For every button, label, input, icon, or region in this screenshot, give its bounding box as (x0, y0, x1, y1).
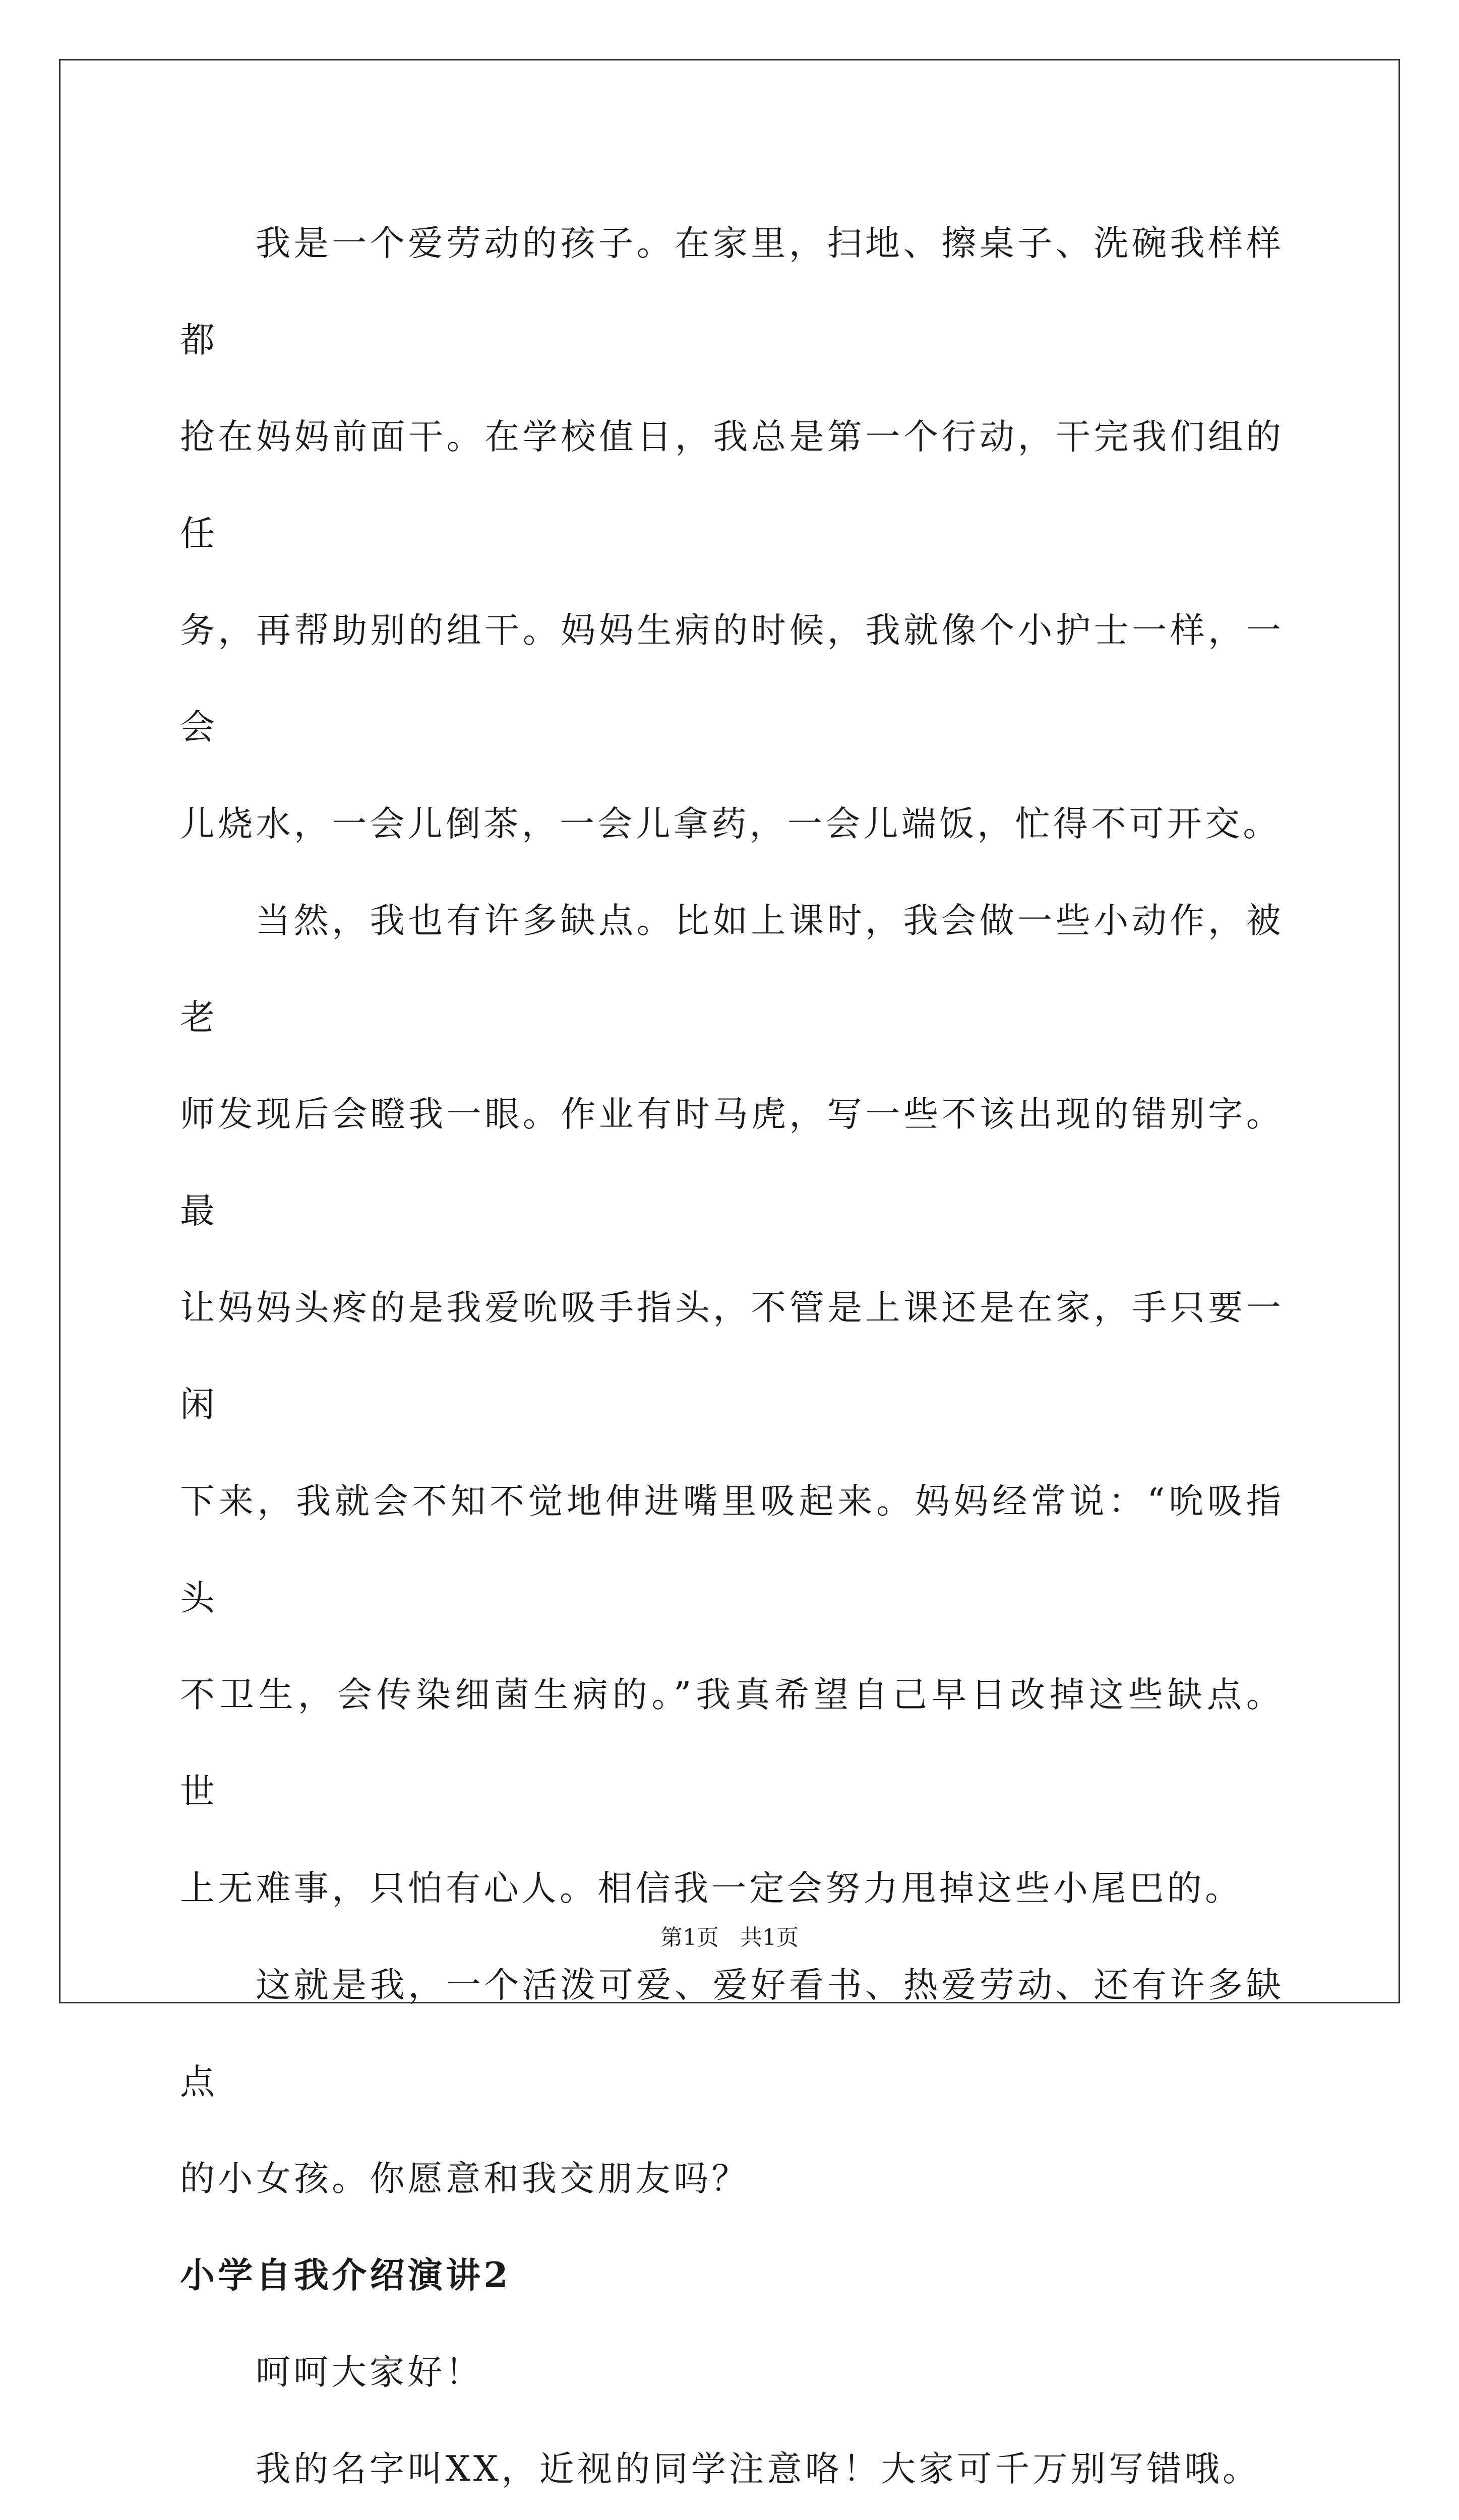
section-heading: 小学自我介绍演讲2 (180, 2255, 511, 2296)
paragraph-line: 儿烧水，一会儿倒茶，一会儿拿药，一会儿端饭，忙得不可开交。 (180, 804, 1281, 844)
paragraph-2 (180, 872, 1284, 1937)
paragraph-line: 上无难事，只怕有心人。相信我一定会努力甩掉这些小尾巴的。 (180, 1868, 1243, 1909)
paragraph-line: 不卫生，会传染细菌生病的。”我真希望自己早日改掉这些缺点。世 (180, 1675, 1284, 1812)
paragraph-line: 我是一个爱劳动的孩子。在家里，扫地、擦桌子、洗碗我样样都 (180, 223, 1284, 360)
paragraph-line: 当然，我也有许多缺点。比如上课时，我会做一些小动作，被老 (180, 901, 1284, 1038)
paragraph-line: 抢在妈妈前面干。在学校值日，我总是第一个行动，干完我们组的任 (180, 417, 1284, 554)
paragraph-line: 让妈妈头疼的是我爱吮吸手指头，不管是上课还是在家，手只要一闲 (180, 1288, 1284, 1425)
paragraph-3 (180, 1937, 1284, 2227)
page-footer: 第1页 共1页 (660, 1925, 799, 1950)
paragraph-4 (180, 2324, 1284, 2421)
paragraph-line: 我的名字叫XX，近视的同学注意咯！大家可千万别写错哦。 (256, 2449, 1261, 2489)
paragraph-line: 这就是我，一个活泼可爱、爱好看书、热爱劳动、还有许多缺点 (180, 1965, 1284, 2102)
document-body (180, 195, 1284, 2520)
paragraph-line: 下来，我就会不知不觉地伸进嘴里吸起来。妈妈经常说：“吮吸指头 (180, 1481, 1284, 1618)
paragraph-line: 的小女孩。你愿意和我交朋友吗？ (180, 2159, 750, 2199)
paragraph-line: 师发现后会瞪我一眼。作业有时马虎，写一些不该出现的错别字。最 (180, 1094, 1284, 1231)
paragraph-6 (180, 2517, 1284, 2520)
paragraph-line: 呵呵大家好！ (256, 2352, 483, 2392)
paragraph-line: 务，再帮助别的组干。妈妈生病的时候，我就像个小护士一样，一会 (180, 610, 1284, 747)
paragraph-line (180, 2517, 1284, 2520)
paragraph-1 (180, 195, 1284, 872)
paragraph-5 (180, 2421, 1284, 2517)
